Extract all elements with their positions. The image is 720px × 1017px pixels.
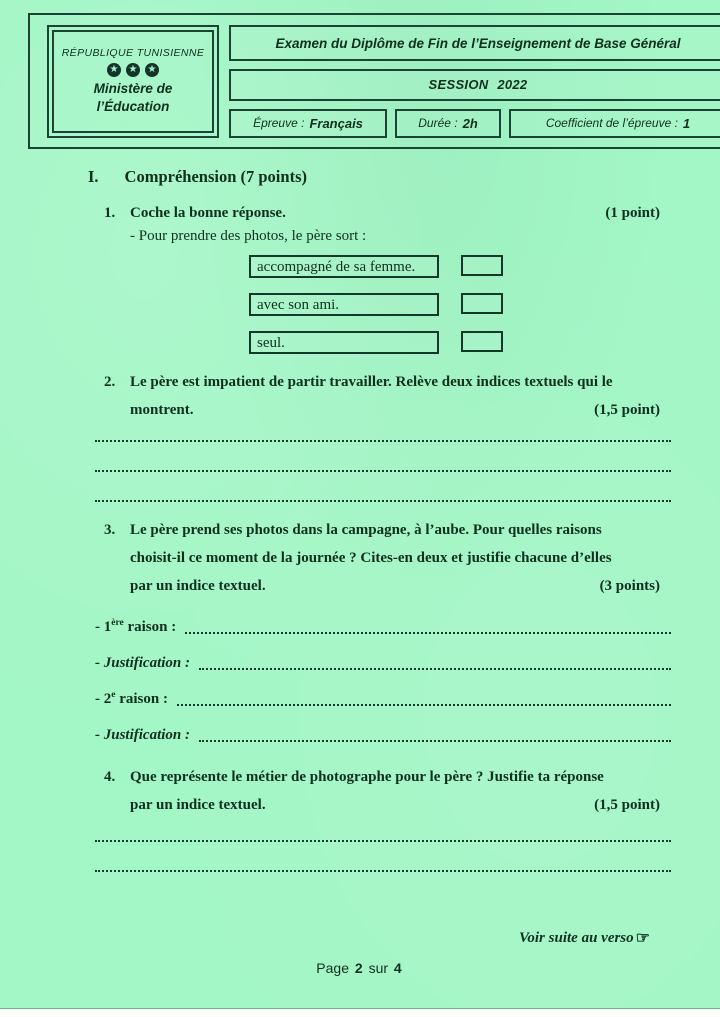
answer-checkbox[interactable] (461, 331, 503, 352)
q3-answer-area (95, 602, 671, 746)
section-numeral: I. (88, 167, 99, 186)
question-number: 2. (104, 374, 116, 390)
question-2: 2. Le père est impatient de partir travailler. Relève deux indices textuels qui le montrent. (1,5 point) (104, 368, 660, 424)
epreuve-value: Français (309, 115, 363, 131)
scan-edge (0, 1009, 720, 1017)
q3-justification1-row (95, 638, 671, 674)
exam-header (28, 13, 720, 149)
answer-line[interactable] (95, 412, 671, 442)
q1-option-label: seul. (249, 331, 439, 354)
justification1-label: - Justification : (95, 655, 194, 671)
question-number: 3. (104, 522, 116, 538)
republic-label: RÉPUBLIQUE TUNISIENNE (61, 46, 205, 59)
answer-line[interactable] (199, 668, 671, 670)
q3-justification2-row (95, 710, 671, 746)
star-circle-icon: ★ (126, 63, 140, 77)
answer-line[interactable] (95, 842, 671, 872)
star-circle-icon: ★ (107, 63, 121, 77)
page-number: Page 2 sur 4 (316, 960, 402, 976)
question-number: 1. (104, 205, 116, 221)
justification2-label: - Justification : (95, 727, 194, 743)
q1-intro: - Pour prendre des photos, le père sort : (130, 228, 367, 244)
question-number: 4. (104, 769, 116, 785)
session-label: SESSION 2022 (229, 69, 720, 101)
answer-line[interactable] (95, 442, 671, 472)
q1-option-row (249, 293, 503, 316)
q1-option-row (249, 331, 503, 354)
answer-line[interactable] (177, 704, 671, 706)
q3-raison2-row (95, 674, 671, 710)
q1-option-label: avec son ami. (249, 293, 439, 316)
header-right (229, 25, 720, 138)
answer-line[interactable] (95, 472, 671, 502)
q2-answer-area (95, 412, 671, 502)
points-badge: (1 point) (605, 205, 660, 221)
answer-line[interactable] (199, 740, 671, 742)
star-circle-icon: ★ (145, 63, 159, 77)
raison1-label: - 1ère raison : (95, 618, 180, 635)
q1-option-row (249, 255, 503, 278)
exam-title: Examen du Diplôme de Fin de l’Enseignement de Base Général (229, 25, 720, 61)
coefficient-value: 1 (682, 115, 691, 131)
duree-cell: Durée : 2h (395, 109, 501, 138)
answer-line[interactable] (185, 632, 671, 634)
epreuve-cell: Épreuve : Français (229, 109, 387, 138)
q4-answer-area (95, 812, 671, 872)
question-3: 3. Le père prend ses photos dans la campagne, à l’aube. Pour quelles raisons choisit-il ce moment de la journée ? Cites-en deux et justifie chacune d’elles par un indice textuel. (3 points) (104, 516, 660, 600)
ministry-box (47, 25, 219, 138)
q3-raison1-row (95, 602, 671, 638)
question-1: 1. Coche la bonne réponse. (1 point) (104, 199, 660, 227)
raison2-label: - 2e raison : (95, 690, 172, 707)
question-4: 4. Que représente le métier de photographe pour le père ? Justifie ta réponse par un indice textuel. (1,5 point) (104, 763, 660, 819)
ministry-name: Ministère de l’Éducation (93, 80, 173, 114)
stars-row (107, 63, 159, 77)
answer-line[interactable] (95, 812, 671, 842)
coefficient-cell: Coefficient de l’épreuve : 1 (509, 109, 720, 138)
pointing-hand-icon: ☞ (635, 930, 650, 947)
q1-option-label: accompagné de sa femme. (249, 255, 439, 278)
verso-note: Voir suite au verso ☞ (519, 929, 650, 947)
answer-checkbox[interactable] (461, 293, 503, 314)
section-title: I. Compréhension (7 points) (88, 167, 307, 186)
points-badge: (1,5 point) (594, 402, 660, 418)
points-badge: (3 points) (599, 578, 660, 594)
points-badge: (1,5 point) (594, 797, 660, 813)
duree-value: 2h (462, 115, 478, 131)
answer-checkbox[interactable] (461, 255, 503, 276)
